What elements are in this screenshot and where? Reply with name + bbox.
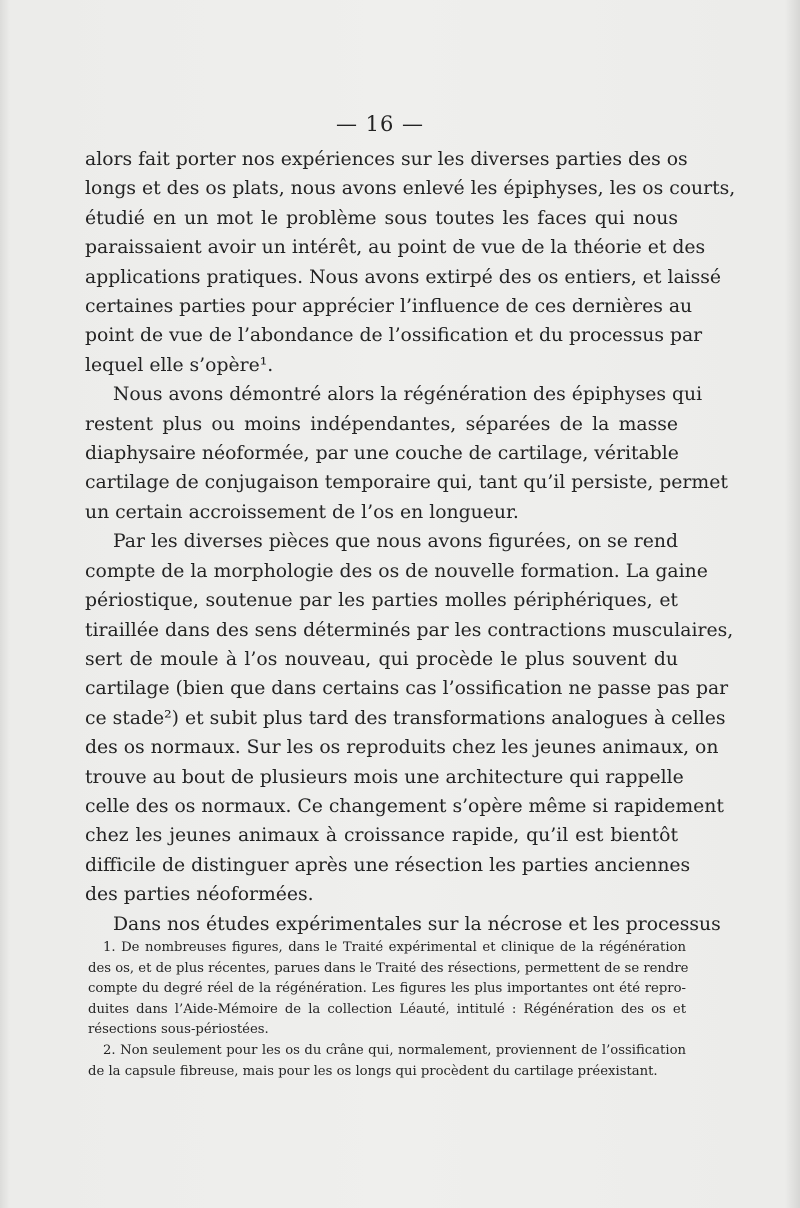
text-line: restent plus ou moins indépendantes, séparées de la masse (85, 413, 678, 435)
text-line: alors fait porter nos expériences sur les diverses parties des os (85, 149, 688, 170)
text-line: des os normaux. Sur les os reproduits chez les jeunes animaux, on (85, 737, 719, 759)
footnote-line: de la capsule fibreuse, mais pour les os longs qui procèdent du cartilage préexistant. (88, 1063, 658, 1079)
text-line: étudié en un mot le problème sous toutes les faces qui nous (85, 207, 678, 229)
text-line: trouve au bout de plusieurs mois une architecture qui rappelle (85, 766, 684, 788)
text-line: Dans nos études expérimentales sur la nécrose et les processus (113, 913, 721, 935)
footnote-2 (88, 1041, 686, 1082)
body-text (85, 145, 736, 939)
text-line: lequel elle s’opère¹. (85, 354, 274, 376)
text-line: périostique, soutenue par les parties molles périphériques, et (85, 590, 678, 612)
footnote-line: des os, et de plus récentes, parues dans le Traité des résections, permettent de se rendre (88, 960, 689, 976)
footnote-line: duites dans l’Aide-Mémoire de la collection Léauté, intitulé : Régénération des os et (88, 1001, 686, 1017)
text-line: des parties néoformées. (85, 884, 314, 906)
text-line: compte de la morphologie des os de nouvelle formation. La gaine (85, 560, 708, 582)
paragraph (85, 380, 728, 527)
text-line: paraissaient avoir un intérêt, au point de vue de la théorie et des (85, 237, 706, 259)
footnotes (88, 938, 689, 1082)
text-line: cartilage (bien que dans certains cas l’ossification ne passe pas par (85, 678, 729, 700)
text-line: diaphysaire néoformée, par une couche de cartilage, véritable (85, 443, 679, 465)
footnote-line: 1. De nombreuses figures, dans le Traité expérimental et clinique de la régénération (103, 940, 686, 955)
paragraph (85, 145, 736, 380)
text-line: sert de moule à l’os nouveau, qui procède le plus souvent du (85, 648, 678, 670)
text-line: Par les diverses pièces que nous avons figurées, on se rend (113, 531, 679, 553)
page-number: — 16 — (335, 112, 425, 136)
text-line: applications pratiques. Nous avons extirpé des os entiers, et laissé (85, 266, 722, 288)
text-line: un certain accroissement de l’os en longueur. (85, 501, 519, 523)
text-line: celle des os normaux. Ce changement s’opère même si rapidement (85, 795, 724, 817)
text-line: cartilage de conjugaison temporaire qui, tant qu’il persiste, permet (85, 472, 728, 494)
text-line: difficile de distinguer après une résection les parties anciennes (85, 854, 691, 876)
text-line: chez les jeunes animaux à croissance rapide, qu’il est bientôt (85, 825, 678, 847)
paragraph (85, 527, 734, 909)
paragraph (85, 910, 721, 939)
text-line: ce stade²) et subit plus tard des transformations analogues à celles (85, 707, 726, 729)
footnote-line: 2. Non seulement pour les os du crâne qui, normalement, proviennent de l’ossification (103, 1042, 686, 1058)
text-line: point de vue de l’abondance de l’ossification et du processus par (85, 325, 703, 347)
text-line: tiraillée dans des sens déterminés par les contractions musculaires, (85, 619, 734, 641)
text-line: longs et des os plats, nous avons enlevé les épiphyses, les os courts, (85, 178, 736, 200)
footnote-line: compte du degré réel de la régénération. Les figures les plus importantes ont été repro- (88, 981, 686, 997)
text-line: certaines parties pour apprécier l’influence de ces dernières au (85, 296, 693, 318)
text-line: Nous avons démontré alors la régénération des épiphyses qui (113, 384, 703, 406)
footnote-1 (88, 938, 689, 1041)
footnote-line: résections sous-périostées. (88, 1022, 269, 1038)
